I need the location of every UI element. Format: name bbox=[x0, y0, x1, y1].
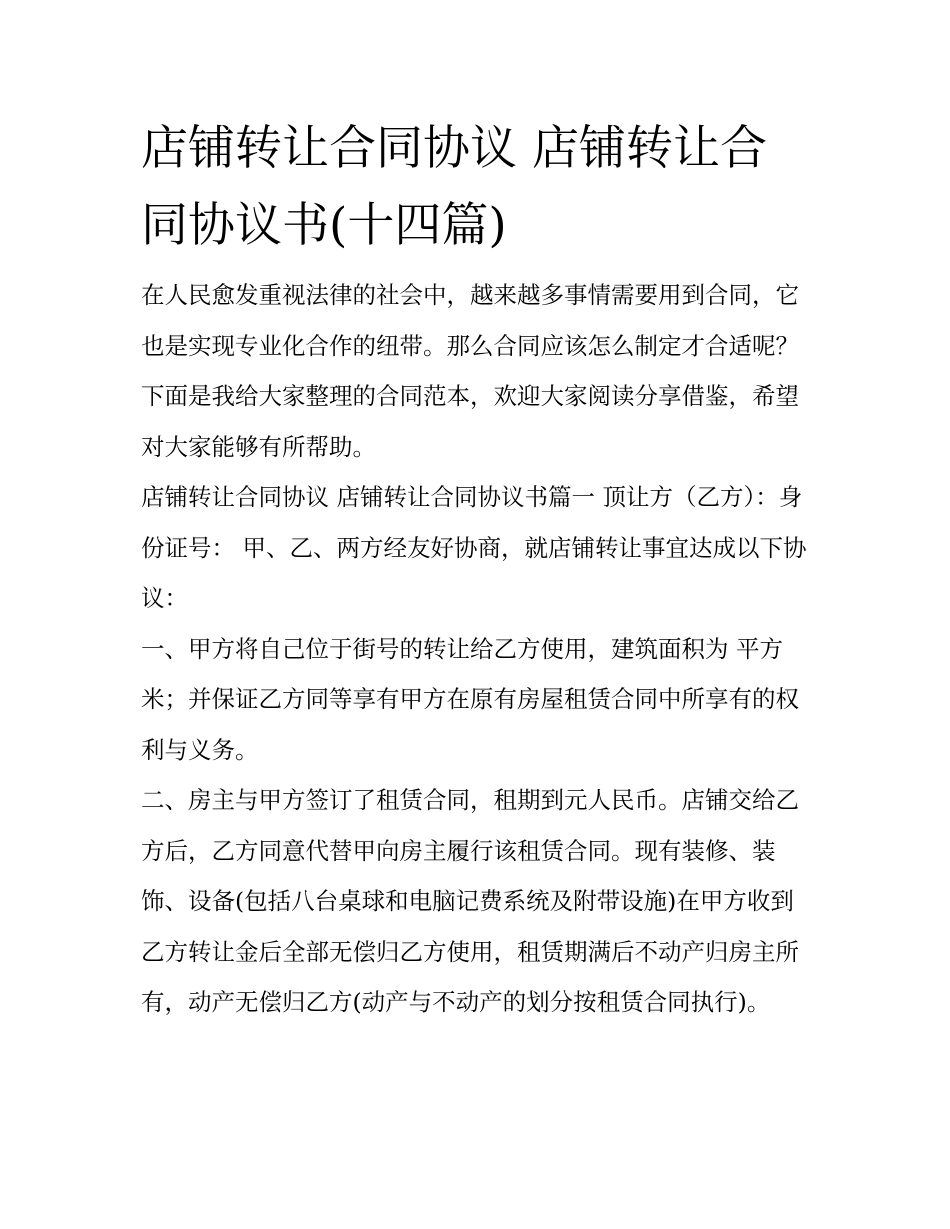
document-body bbox=[141, 110, 813, 1028]
clause-two-paragraph: 二、房主与甲方签订了租赁合同，租期到元人民币。店铺交给乙方后，乙方同意代替甲向房主履行该租赁合同。现有装修、装饰、设备(包括八台桌球和电脑记费系统及附带设施)在甲方收到乙方转让金后全部无偿归乙方使用，租赁期满后不动产归房主所有，动产无偿归乙方(动产与不动产的划分按租赁合同执行)。 bbox=[141, 786, 799, 1016]
intro-paragraph: 在人民愈发重视法律的社会中，越来越多事情需要用到合同，它也是实现专业化合作的纽带。那么合同应该怎么制定才合适呢？下面是我给大家整理的合同范本，欢迎大家阅读分享借鉴，希望对大家能够有所帮助。 bbox=[141, 281, 799, 461]
contract-heading-paragraph: 店铺转让合同协议 店铺转让合同协议书篇一 顶让方（乙方）：身份证号： 甲、乙、两方经友好协商，就店铺转让事宜达成以下协议： bbox=[141, 483, 807, 612]
clause-one-paragraph: 一、甲方将自己位于街号的转让给乙方使用，建筑面积为 平方米；并保证乙方同等享有甲方在原有房屋租赁合同中所享有的权利与义务。 bbox=[141, 634, 799, 764]
document-title: 店铺转让合同协议 店铺转让合同协议书(十四篇) bbox=[141, 121, 767, 253]
